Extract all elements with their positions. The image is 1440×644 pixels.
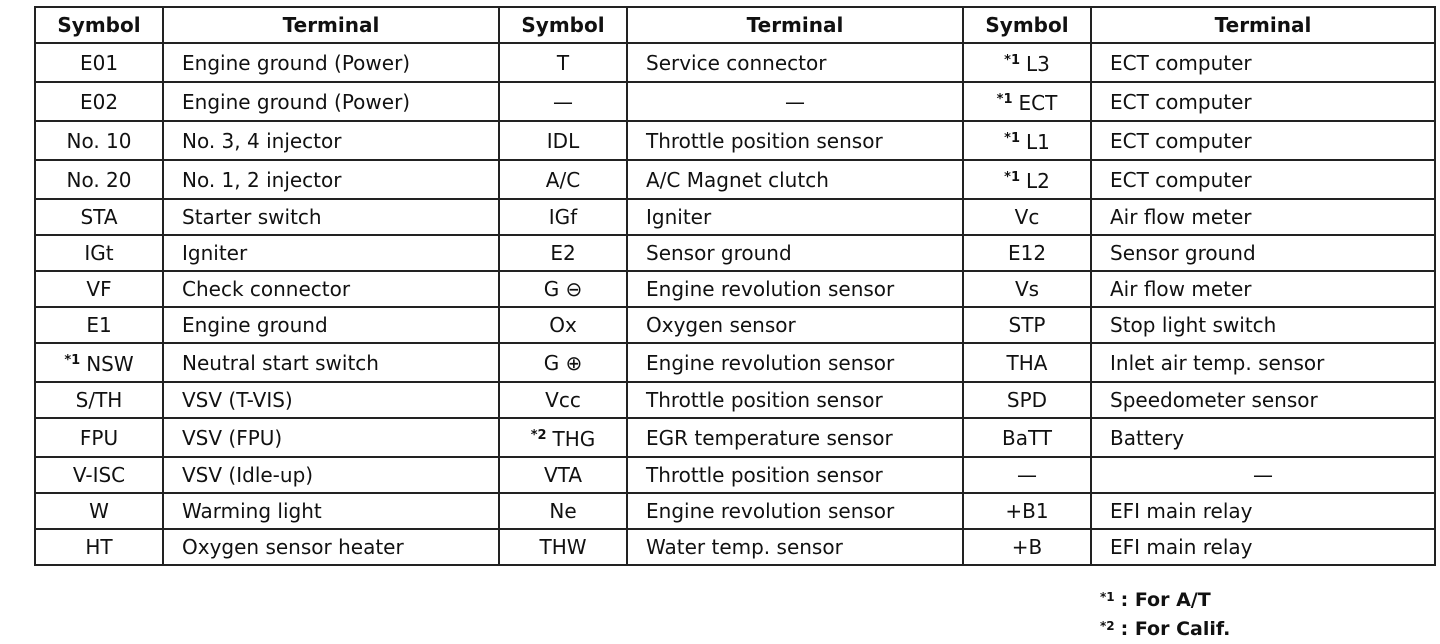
footnote-text: : For Calif. [1120, 618, 1231, 640]
symbol-text: L3 [1025, 52, 1050, 76]
header-symbol-2: Symbol [499, 7, 627, 43]
symbol-text: G ⊖ [543, 277, 583, 301]
symbol-cell [35, 82, 163, 121]
symbol-text: VTA [543, 463, 583, 487]
header-symbol-1: Symbol [35, 7, 163, 43]
symbol-cell [35, 529, 163, 565]
symbol-cell [499, 121, 627, 160]
symbol-cell [499, 160, 627, 199]
symbol-text: FPU [79, 425, 119, 450]
symbol-cell [35, 271, 163, 307]
terminal-cell: Engine revolution sensor [627, 271, 963, 307]
symbol-cell [499, 529, 627, 565]
symbol-cell [963, 235, 1091, 271]
terminal-cell: ECT computer [1091, 160, 1435, 199]
symbol-text: T [556, 50, 570, 75]
symbol-text: L1 [1025, 130, 1050, 154]
terminal-cell: Engine ground (Power) [163, 43, 499, 82]
terminal-cell: Sensor ground [1091, 235, 1435, 271]
symbol-text: THG [552, 427, 596, 451]
symbol-text: W [89, 499, 109, 523]
header-row [35, 7, 1435, 43]
symbol-text: — [1017, 463, 1037, 487]
terminal-cell: Engine ground [163, 307, 499, 343]
terminal-cell: Throttle position sensor [627, 382, 963, 418]
terminal-cell: ECT computer [1091, 82, 1435, 121]
terminal-cell: Warming light [163, 493, 499, 529]
table-row [35, 343, 1435, 382]
terminal-cell: Engine ground (Power) [163, 82, 499, 121]
note-mark: *2 [530, 428, 547, 443]
header-terminal-3: Terminal [1091, 7, 1435, 43]
terminal-cell: Starter switch [163, 199, 499, 235]
symbol-cell [963, 493, 1091, 529]
header-symbol-3: Symbol [963, 7, 1091, 43]
terminal-cell: Air flow meter [1091, 271, 1435, 307]
table-row [35, 160, 1435, 199]
symbol-text: Vs [1014, 277, 1040, 301]
symbol-text: E02 [79, 89, 119, 114]
symbol-text: NSW [86, 352, 134, 376]
symbol-text: A/C [545, 167, 581, 192]
symbol-cell [963, 418, 1091, 457]
symbol-cell [35, 235, 163, 271]
note-mark: *1 [64, 353, 81, 368]
terminal-cell: EFI main relay [1091, 493, 1435, 529]
symbol-text: V-ISC [72, 463, 126, 487]
symbol-cell [35, 307, 163, 343]
symbol-text: L2 [1025, 169, 1050, 193]
symbol-cell [499, 271, 627, 307]
terminal-cell: Neutral start switch [163, 343, 499, 382]
header-terminal-1: Terminal [163, 7, 499, 43]
terminal-cell: Throttle position sensor [627, 121, 963, 160]
symbol-text: HT [85, 535, 113, 559]
symbol-cell [35, 493, 163, 529]
terminal-cell: Air flow meter [1091, 199, 1435, 235]
terminal-cell: Igniter [627, 199, 963, 235]
footnote-text: : For A/T [1120, 589, 1211, 611]
terminal-cell: Water temp. sensor [627, 529, 963, 565]
symbol-cell [963, 382, 1091, 418]
symbol-cell [963, 343, 1091, 382]
symbol-cell [963, 199, 1091, 235]
symbol-text: E2 [550, 241, 576, 265]
symbol-cell [963, 121, 1091, 160]
terminal-cell: Throttle position sensor [627, 457, 963, 493]
terminal-cell: Igniter [163, 235, 499, 271]
terminal-cell: Inlet air temp. sensor [1091, 343, 1435, 382]
table-row [35, 307, 1435, 343]
terminal-cell: — [1091, 457, 1435, 493]
symbol-text: Ox [549, 313, 577, 337]
symbol-cell [35, 160, 163, 199]
symbol-cell [499, 199, 627, 235]
table-row [35, 121, 1435, 160]
terminal-cell: Battery [1091, 418, 1435, 457]
symbol-cell [35, 43, 163, 82]
symbol-cell [499, 307, 627, 343]
symbol-text: No. 10 [66, 128, 132, 153]
symbol-cell [35, 343, 163, 382]
symbol-cell [963, 457, 1091, 493]
terminal-cell: VSV (Idle-up) [163, 457, 499, 493]
symbol-text: Vc [1014, 205, 1040, 229]
note-mark: *1 [1004, 170, 1020, 185]
terminal-cell: No. 3, 4 injector [163, 121, 499, 160]
symbol-cell [963, 529, 1091, 565]
symbol-text: VF [86, 277, 112, 301]
terminal-cell: ECT computer [1091, 43, 1435, 82]
footnote-2 [1100, 613, 1230, 642]
symbol-text: Ne [549, 499, 577, 523]
symbol-cell [499, 418, 627, 457]
terminal-cell: VSV (T-VIS) [163, 382, 499, 418]
symbol-cell [963, 307, 1091, 343]
terminal-cell: Oxygen sensor [627, 307, 963, 343]
terminal-cell: EGR temperature sensor [627, 418, 963, 457]
terminal-table [34, 6, 1436, 566]
terminal-cell: A/C Magnet clutch [627, 160, 963, 199]
table-body [35, 43, 1435, 565]
header-terminal-2: Terminal [627, 7, 963, 43]
symbol-cell [35, 382, 163, 418]
table-row [35, 529, 1435, 565]
symbol-text: E1 [86, 313, 112, 337]
symbol-cell [499, 43, 627, 82]
symbol-cell [963, 43, 1091, 82]
footnote-1 [1100, 584, 1230, 613]
terminal-cell: Check connector [163, 271, 499, 307]
symbol-cell [499, 82, 627, 121]
symbol-text: IGf [548, 205, 578, 229]
symbol-text: — [553, 89, 573, 114]
symbol-cell [963, 160, 1091, 199]
table-row [35, 271, 1435, 307]
table-row [35, 43, 1435, 82]
symbol-cell [499, 235, 627, 271]
symbol-text: BaTT [1001, 425, 1053, 450]
terminal-cell: VSV (FPU) [163, 418, 499, 457]
symbol-text: IGt [84, 241, 114, 265]
terminal-cell: Engine revolution sensor [627, 493, 963, 529]
symbol-cell [963, 82, 1091, 121]
symbol-text: THA [1006, 350, 1048, 375]
table-row [35, 382, 1435, 418]
symbol-cell [499, 343, 627, 382]
terminal-cell: EFI main relay [1091, 529, 1435, 565]
terminal-cell: Service connector [627, 43, 963, 82]
symbol-text: IDL [546, 128, 580, 153]
symbol-text: G ⊕ [543, 350, 583, 375]
footnotes [1100, 584, 1230, 642]
table-row [35, 199, 1435, 235]
footnote-mark: *2 [1100, 619, 1115, 633]
symbol-cell [499, 382, 627, 418]
symbol-text: THW [539, 535, 587, 559]
symbol-cell [35, 418, 163, 457]
symbol-text: STP [1008, 313, 1046, 337]
symbol-text: E01 [79, 50, 119, 75]
table-row [35, 418, 1435, 457]
symbol-cell [35, 121, 163, 160]
symbol-text: ECT [1018, 91, 1058, 115]
symbol-cell [35, 199, 163, 235]
note-mark: *1 [1004, 131, 1020, 146]
symbol-text: No. 20 [66, 167, 132, 192]
symbol-text: +B [1011, 535, 1043, 559]
terminal-cell: Oxygen sensor heater [163, 529, 499, 565]
symbol-cell [35, 457, 163, 493]
footnote-mark: *1 [1100, 590, 1115, 604]
terminal-cell: Engine revolution sensor [627, 343, 963, 382]
symbol-cell [963, 271, 1091, 307]
terminal-cell: Stop light switch [1091, 307, 1435, 343]
note-mark: *1 [1004, 53, 1020, 68]
symbol-text: E12 [1007, 241, 1047, 265]
symbol-text: +B1 [1005, 499, 1049, 523]
terminal-cell: — [627, 82, 963, 121]
table-row [35, 235, 1435, 271]
symbol-cell [499, 493, 627, 529]
table-row [35, 493, 1435, 529]
terminal-cell: Speedometer sensor [1091, 382, 1435, 418]
note-mark: *1 [996, 92, 1013, 107]
terminal-cell: Sensor ground [627, 235, 963, 271]
symbol-text: Vcc [545, 388, 581, 412]
symbol-cell [499, 457, 627, 493]
table-row [35, 457, 1435, 493]
symbol-text: STA [80, 205, 118, 229]
terminal-cell: ECT computer [1091, 121, 1435, 160]
symbol-text: S/TH [75, 388, 123, 412]
terminal-cell: No. 1, 2 injector [163, 160, 499, 199]
symbol-text: SPD [1006, 388, 1048, 412]
table-row [35, 82, 1435, 121]
